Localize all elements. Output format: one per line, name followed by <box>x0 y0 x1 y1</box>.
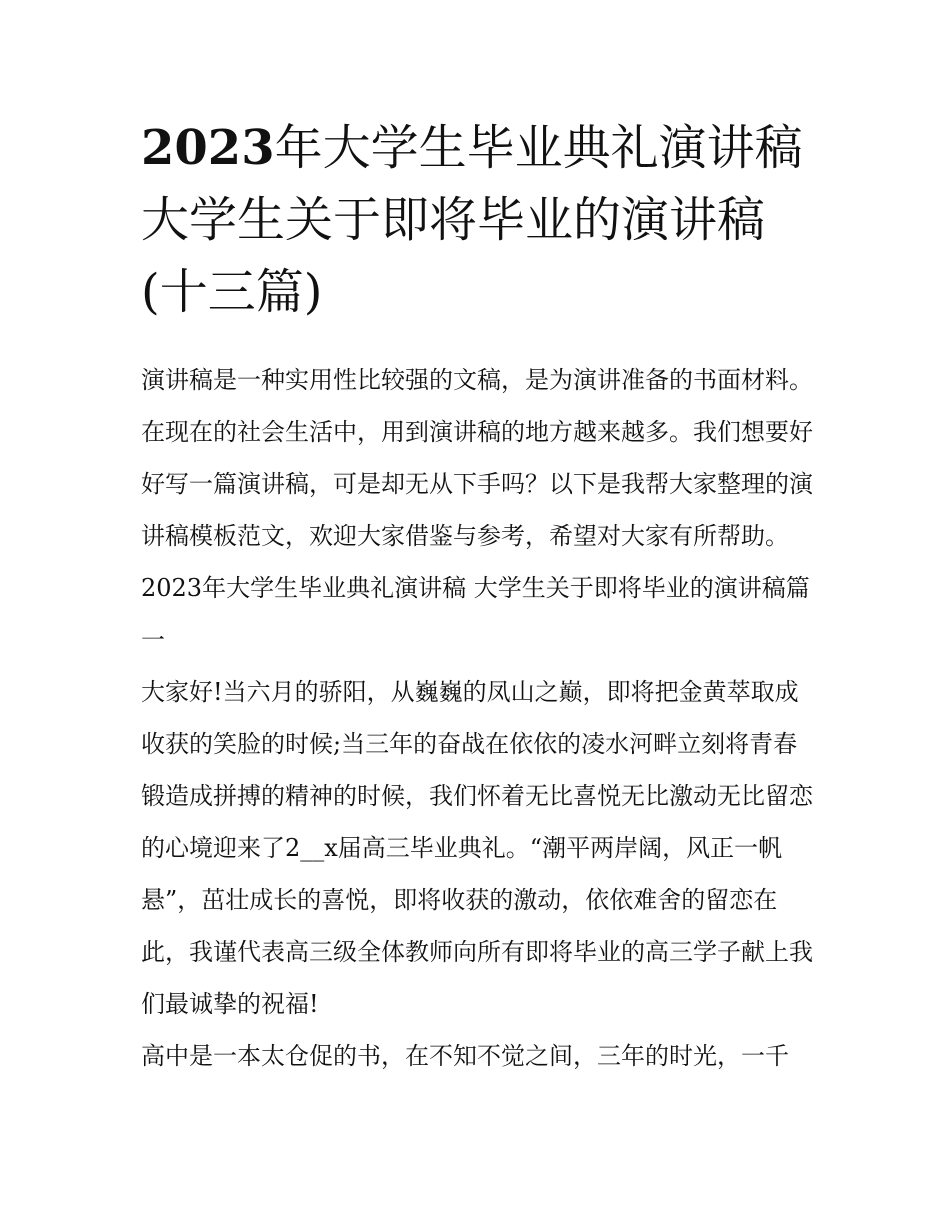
section-heading: 2023年大学生毕业典礼演讲稿 大学生关于即将毕业的演讲稿篇一 <box>141 574 810 654</box>
title-text: 年大学生毕业典礼演讲稿大学生关于即将毕业的演讲稿(十三篇) <box>141 120 803 320</box>
document-body <box>141 354 821 1082</box>
document-title <box>141 112 821 328</box>
speech-paragraph: 大家好!当六月的骄阳，从巍巍的凤山之巅，即将把金黄萃取成收获的笑脸的时候;当三年的奋战在依依的凌水河畔立刻将青春锻造成拼搏的精神的时候，我们怀着无比喜悦无比激动无比留恋的心境迎来了2__x届高三毕业典礼。“潮平两岸阔，风正一帆悬”，茁壮成长的喜悦，即将收获的激动，依依难舍的留恋在此，我谨代表高三级全体教师向所有即将毕业的高三学子献上我们最诚挚的祝福! <box>141 678 813 1018</box>
title-year: 2023 <box>141 120 275 176</box>
speech-paragraph: 高中是一本太仓促的书，在不知不觉之间，三年的时光，一千 <box>141 1042 789 1070</box>
intro-paragraph: 演讲稿是一种实用性比较强的文稿，是为演讲准备的书面材料。在现在的社会生活中，用到演讲稿的地方越来越多。我们想要好好写一篇演讲稿，可是却无从下手吗？以下是我帮大家整理的演讲稿模板范文，欢迎大家借鉴与参考，希望对大家有所帮助。 <box>141 366 813 550</box>
